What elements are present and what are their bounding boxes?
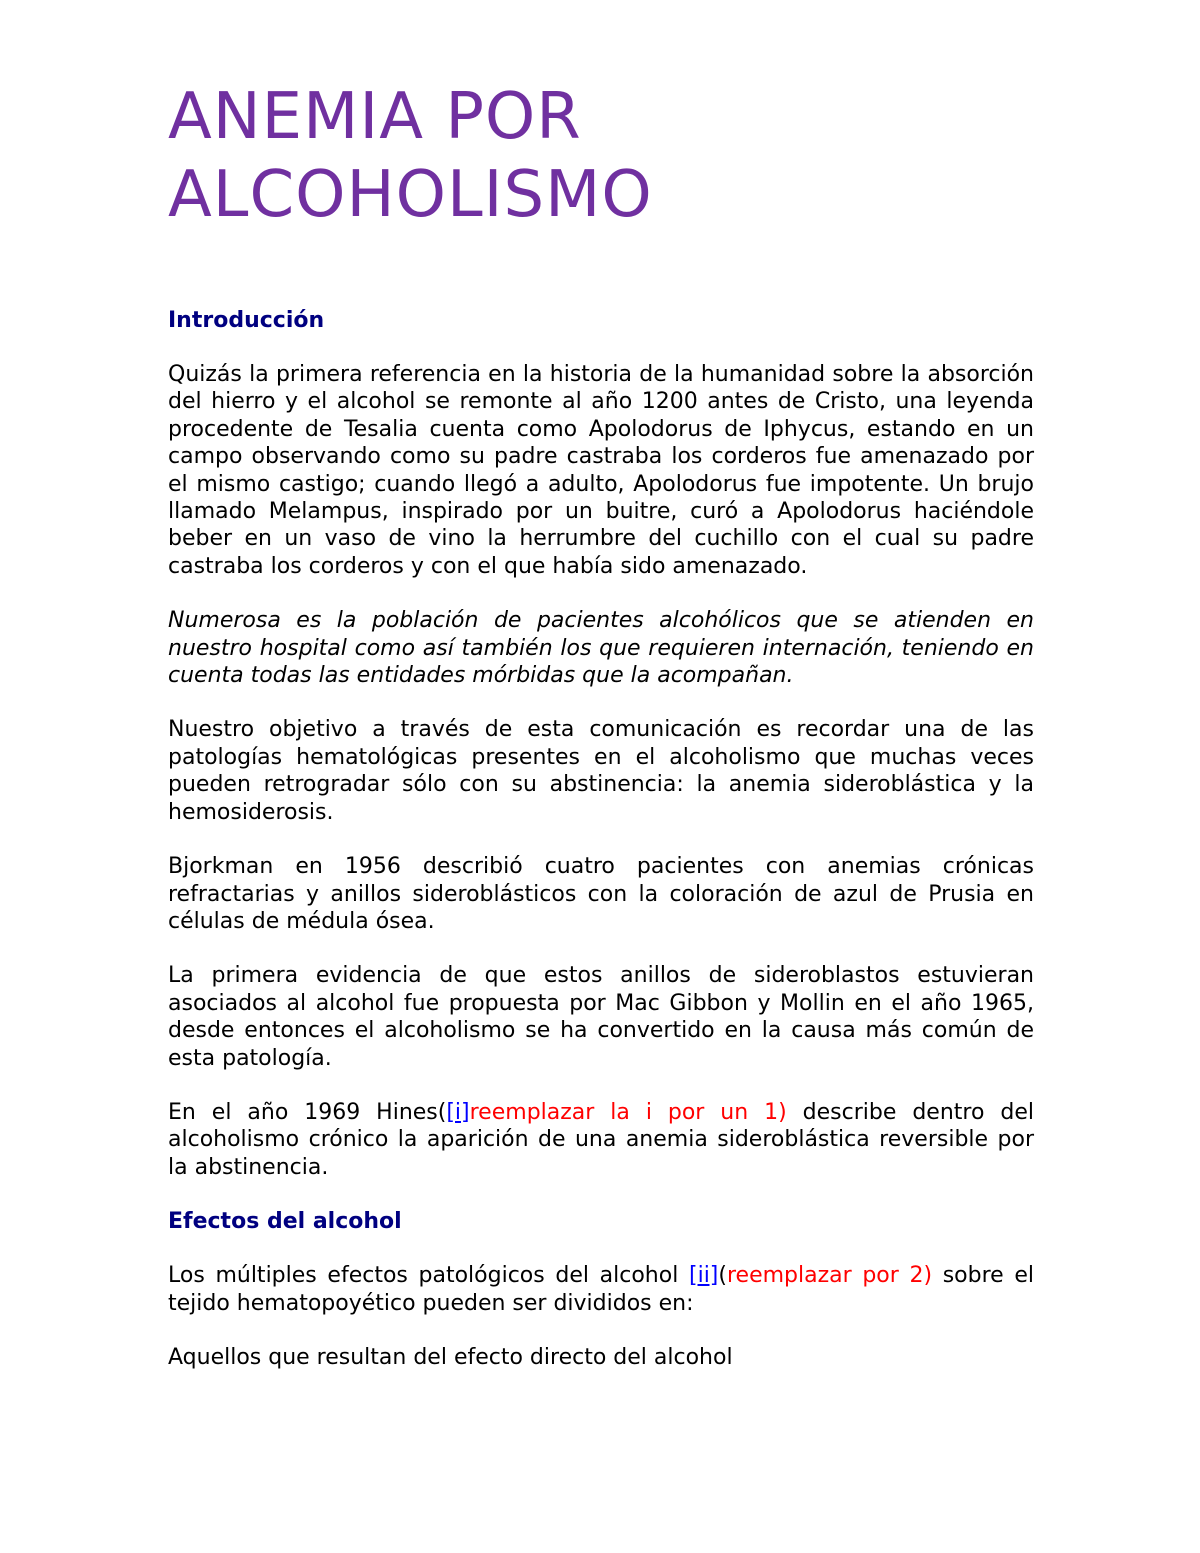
title-line-2: ALCOHOLISMO xyxy=(168,158,653,232)
paragraph-bjorkman: Bjorkman en 1956 describió cuatro pacientes con anemias crónicas refractarias y anillos sideroblásticos con la coloración de azul de Prusia en células de médula ósea. xyxy=(168,854,1034,934)
section-heading-efectos: Efectos del alcohol xyxy=(168,1209,402,1235)
efectos-open-paren: ( xyxy=(718,1263,727,1289)
efectos-text-start: Los múltiples efectos patológicos del alcohol xyxy=(168,1263,679,1289)
footnote-link-i[interactable]: [i] xyxy=(446,1099,470,1125)
paragraph-leyenda: Quizás la primera referencia en la historia de la humanidad sobre la absorción del hierro y el alcohol se remonte al año 1200 antes de Cristo, una leyenda procedente de Tesalia cuenta como Apolodorus de Iphycus, estando en un campo observando como su padre castraba los corderos fue amenazado por el mismo castigo; cuando llegó a adulto, Apolodorus fue impotente. Un brujo llamado Melampus, inspirado por un buitre, curó a Apolodorus haciéndole beber en un vaso de vino la herrumbre del cuchillo con el cual su padre castraba los corderos y con el que había sido amenazado. xyxy=(168,362,1034,579)
paragraph-efectos xyxy=(168,1262,1034,1317)
editor-note-i: reemplazar la i por un 1) xyxy=(469,1099,787,1125)
section-heading-introduccion: Introducción xyxy=(168,308,325,333)
paragraph-aquellos: Aquellos que resultan del efecto directo del alcohol xyxy=(168,1344,733,1370)
hines-text-end: describe dentro del alcoholismo crónico la aparición de una anemia sideroblástica reversible por la abstinencia. xyxy=(168,1099,1034,1180)
efectos-text-end: sobre el tejido hematopoyético pueden ser divididos en: xyxy=(168,1263,1035,1316)
document-title xyxy=(168,78,1034,234)
paragraph-poblacion: Numerosa es la población de pacientes alcohólicos que se atienden en nuestro hospital como así también los que requieren internación, teniendo en cuenta todas las entidades mórbidas que la acompañan. xyxy=(168,608,1034,689)
paragraph-objetivo: Nuestro objetivo a través de esta comunicación es recordar una de las patologías hematológicas presentes en el alcoholismo que muchas veces pueden retrogradar sólo con su abstinencia: la anemia sideroblástica y la hemosiderosis. xyxy=(168,717,1034,825)
editor-note-ii: reemplazar por 2) xyxy=(726,1263,933,1289)
footnote-link-ii[interactable]: [ii] xyxy=(689,1263,719,1289)
title-line-1: ANEMIA POR xyxy=(168,80,582,154)
hines-text-start: En el año 1969 Hines( xyxy=(168,1099,447,1125)
paragraph-primera-evidencia: La primera evidencia de que estos anillos de sideroblastos estuvieran asociados al alcohol fue propuesta por Mac Gibbon y Mollin en el año 1965, desde entonces el alcoholismo se ha convertido en la causa más común de esta patología. xyxy=(168,963,1034,1071)
document-page xyxy=(168,78,1034,1398)
paragraph-hines xyxy=(168,1099,1034,1181)
